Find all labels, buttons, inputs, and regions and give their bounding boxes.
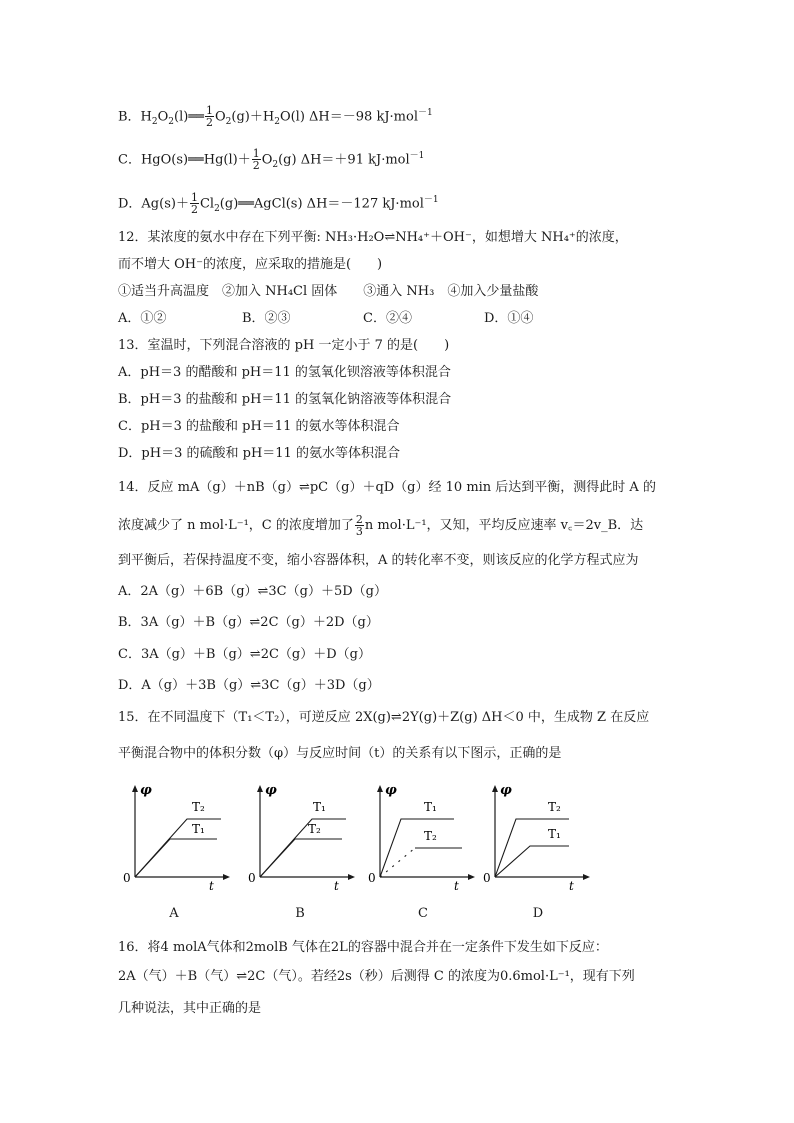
- q14-option-b: B．3A（g）＋B（g）⇌2C（g）＋2D（g）: [118, 615, 379, 630]
- graph-d-label: D: [532, 906, 544, 921]
- q12-option-d: D．①④: [484, 311, 534, 326]
- graph-a-label: A: [169, 906, 179, 921]
- x-axis-label: t: [209, 879, 214, 893]
- q12-option-b: B．②③: [242, 311, 291, 326]
- q14-option-a: A．2A（g）＋6B（g）⇌3C（g）＋5D（g）: [118, 584, 387, 599]
- q13-option-a: A．pH＝3 的醋酸和 pH＝11 的氢氧化钡溶液等体积混合: [118, 365, 451, 380]
- q12-option-a: A．①②: [118, 311, 167, 326]
- origin-label: 0: [123, 871, 131, 885]
- graph-b-label: B: [295, 906, 305, 921]
- q16-stem-line1: 16．将4 molA气体和2molB 气体在2L的容器中混合并在一定条件下发生如下反应：: [118, 940, 608, 955]
- q15-stem-line1: 15．在不同温度下（T₁＜T₂），可逆反应 2X(g)⇌2Y(g)＋Z(g) ΔH＜0 中，生成物 Z 在反应: [118, 710, 650, 725]
- origin-label: 0: [483, 871, 491, 885]
- q14-stem-line3: 到平衡后，若保持温度不变，缩小容器体积，A 的转化率不变，则该反应的化学方程式应为: [118, 553, 639, 568]
- q16-stem-line3: 几种说法，其中正确的是: [118, 1001, 262, 1016]
- origin-label: 0: [248, 871, 256, 885]
- x-axis-label: t: [334, 879, 339, 893]
- q14-stem-line1: 14．反应 mA（g）＋nB（g）⇌pC（g）＋qD（g）经 10 min 后达到平衡，测得此时 A 的: [118, 480, 656, 495]
- fraction: $\frac{1}{2}$: [206, 104, 213, 130]
- q11-option-d: D．Ag(s)＋ $\frac{1}{2}$ $Cl_2(g)══AgCl(s)$ ΔH＝－127 kJ·mol$^{-1}$: [118, 191, 439, 217]
- q15-stem-line2: 平衡混合物中的体积分数（φ）与反应时间（t）的关系有以下图示，正确的是: [118, 746, 562, 761]
- y-axis-label: φ: [500, 783, 512, 798]
- x-axis-label: t: [569, 879, 574, 893]
- q12-stem-line2: 而不增大 OH⁻的浓度，应采取的措施是( ): [118, 257, 383, 272]
- q13-option-b: B．pH＝3 的盐酸和 pH＝11 的氢氧化钠溶液等体积混合: [118, 392, 452, 407]
- y-axis-label: φ: [265, 783, 277, 798]
- curve-label-upper: T₁: [313, 800, 326, 814]
- graph-c-label: C: [418, 906, 428, 921]
- q12-stem-line1: 12．某浓度的氨水中存在下列平衡: NH₃·H₂O⇌NH₄⁺＋OH⁻，如想增大 NH₄⁺的浓度，: [118, 230, 628, 245]
- fraction: $\frac{1}{2}$: [252, 147, 260, 173]
- graph-d-svg: [485, 782, 595, 892]
- curve-label-upper: T₁: [424, 800, 437, 814]
- q14-option-d: D．A（g）＋3B（g）⇌3C（g）＋3D（g）: [118, 678, 380, 693]
- graph-c: [370, 782, 480, 896]
- q13-stem: 13．室温时，下列混合溶液的 pH 一定小于 7 的是( ): [118, 338, 450, 353]
- y-axis-label: φ: [140, 783, 152, 798]
- q13-option-c: C．pH＝3 的盐酸和 pH＝11 的氨水等体积混合: [118, 419, 400, 434]
- q16-stem-line2: 2A（气）＋B（气）⇌2C（气）。若经2s（秒）后测得 C 的浓度为0.6mol·L⁻¹，现有下列: [118, 969, 635, 984]
- origin-label: 0: [368, 871, 376, 885]
- q12-items: ①适当升高温度 ②加入 NH₄Cl 固体 ③通入 NH₃ ④加入少量盐酸: [118, 284, 539, 299]
- curve-label-lower: T₁: [192, 822, 205, 836]
- curve-label-upper: T₂: [548, 800, 561, 814]
- graph-c-svg: [370, 782, 480, 892]
- q13-option-d: D．pH＝3 的硫酸和 pH＝11 的氨水等体积混合: [118, 446, 400, 461]
- fraction: $\frac{2}{3}$: [355, 513, 363, 538]
- q14-stem-line2: 浓度减少了 n mol·L⁻¹，C 的浓度增加了 $\frac{2}{3}$ n mol·L⁻¹，又知，平均反应速率 v꜀＝2v_B．达: [118, 513, 644, 538]
- x-axis-label: t: [454, 879, 459, 893]
- q11-option-b: B．$H_2O_2(l)══$ $\frac{1}{2}$ $O_2(g)+H_2O(l)$ ΔH＝－98 kJ·mol$^{-1}$: [118, 104, 433, 130]
- curve-label-lower: T₁: [548, 827, 561, 841]
- q14-option-c: C．3A（g）＋B（g）⇌2C（g）＋D（g）: [118, 647, 371, 662]
- y-axis-label: φ: [385, 783, 397, 798]
- graph-a: [125, 782, 235, 896]
- q11-option-c: C．HgO(s)══Hg(l)＋ $\frac{1}{2}$ $O_2(g)$ ΔH＝＋91 kJ·mol$^{-1}$: [118, 147, 425, 173]
- curve-label-lower: T₂: [308, 822, 321, 836]
- graph-b: [250, 782, 360, 896]
- graph-d: [485, 782, 595, 896]
- graph-b-svg: [250, 782, 360, 892]
- q12-option-c: C．②④: [363, 311, 412, 326]
- fraction: $\frac{1}{2}$: [190, 191, 198, 217]
- curve-label-lower: T₂: [424, 829, 437, 843]
- curve-label-upper: T₂: [192, 800, 205, 814]
- graph-a-svg: [125, 782, 235, 892]
